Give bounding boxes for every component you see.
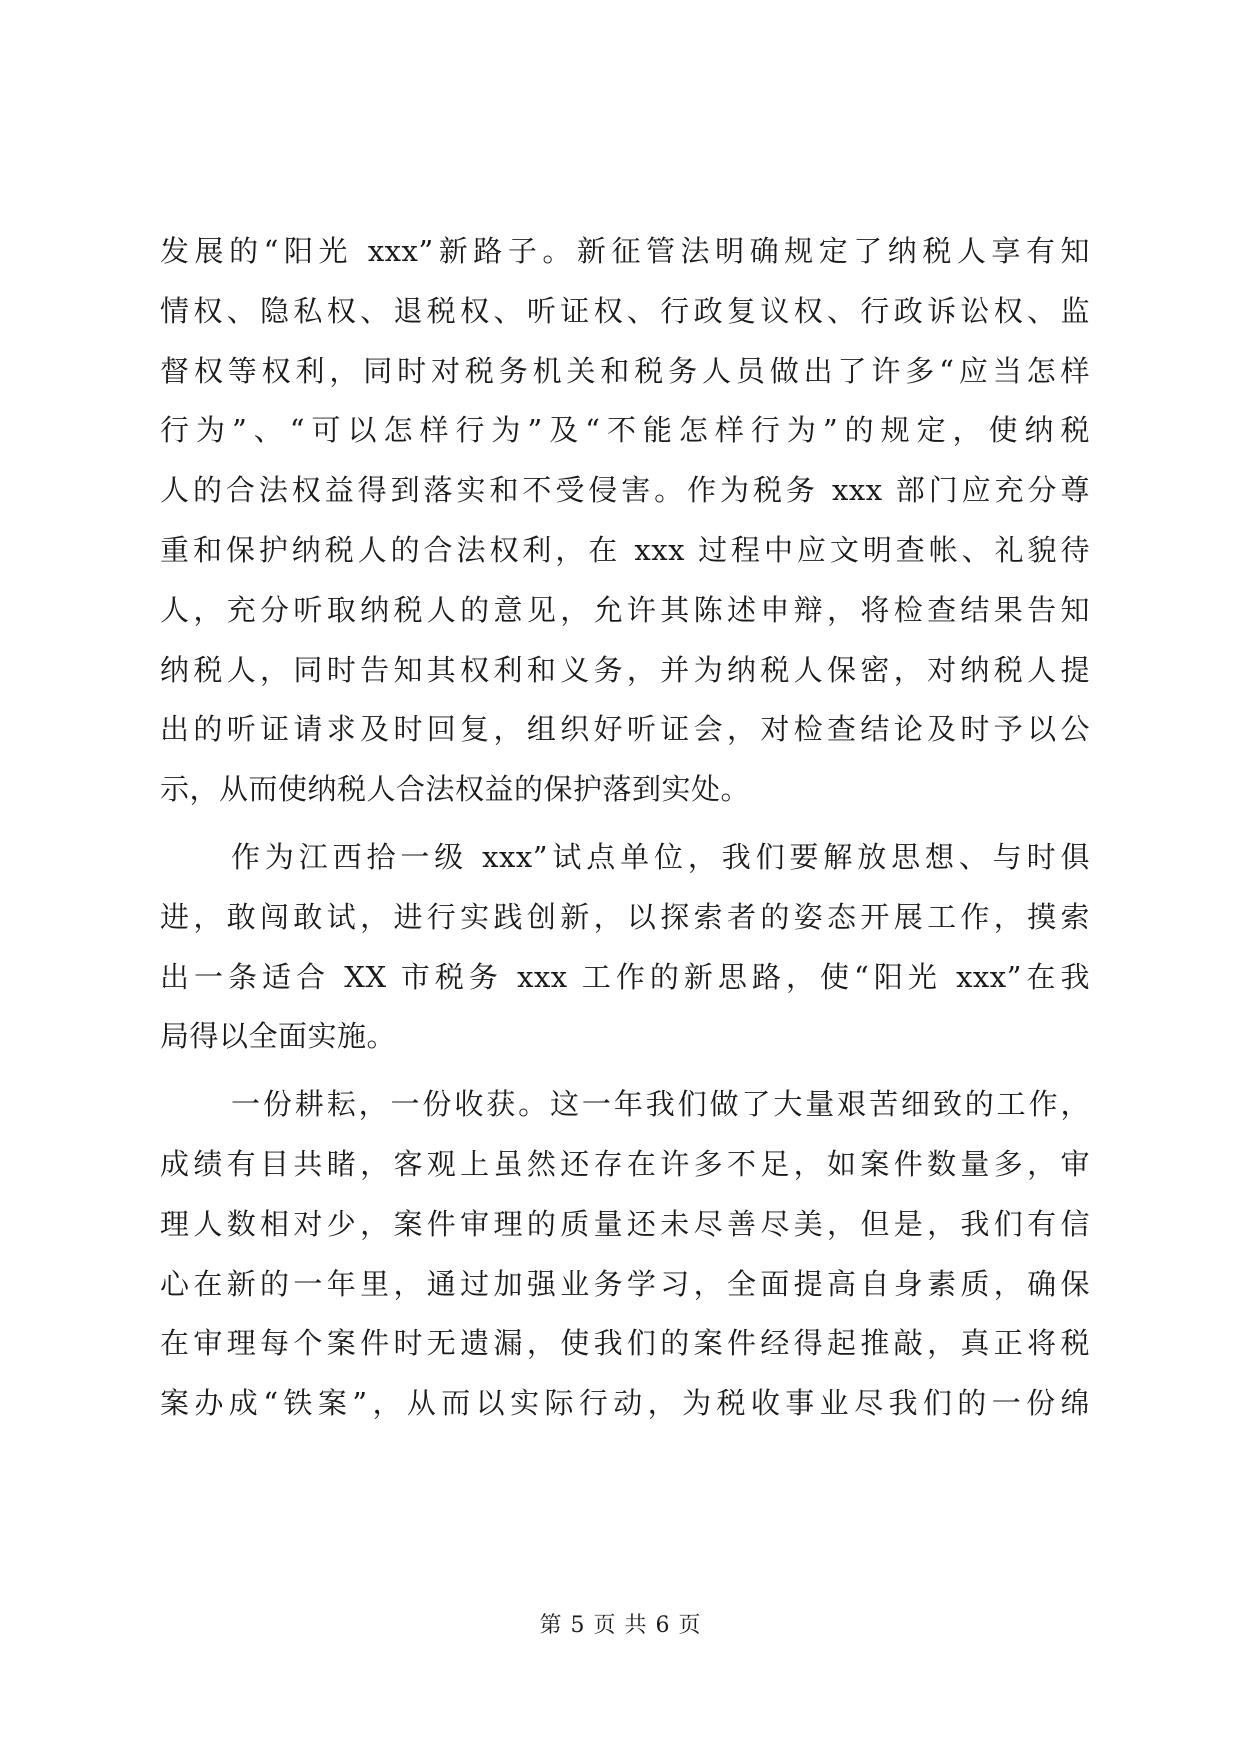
text-line: 重和保护纳税人的合法权利，在 xxx 过程中应文明查帐、礼貌待 <box>160 532 1090 567</box>
text-line: 成绩有目共睹，客观上虽然还存在许多不足，如案件数量多，审 <box>160 1146 1090 1181</box>
paragraph <box>160 1075 1090 1434</box>
text-line: 行为”、“可以怎样行为”及“不能怎样行为”的规定，使纳税 <box>160 413 1090 448</box>
text-line: 心在新的一年里，通过加强业务学习，全面提高自身素质，确保 <box>160 1266 1090 1301</box>
text-line: 纳税人，同时告知其权利和义务，并为纳税人保密，对纳税人提 <box>160 652 1090 687</box>
text-line: 在审理每个案件时无遗漏，使我们的案件经得起推敲，真正将税 <box>160 1326 1090 1361</box>
text-line: 作为江西拾一级 xxx”试点单位，我们要解放思想、与时俱 <box>231 839 1090 874</box>
paragraph <box>160 222 1090 820</box>
text-line: 示，从而使纳税人合法权益的保护落到实处。 <box>160 772 751 807</box>
page-footer: 第 5 页 共 6 页 <box>539 1613 702 1638</box>
text-line: 发展的“阳光 xxx”新路子。新征管法明确规定了纳税人享有知 <box>160 234 1090 268</box>
text-line: 督权等权利，同时对税务机关和税务人员做出了许多“应当怎样 <box>160 353 1090 388</box>
text-line: 一份耕耘，一份收获。这一年我们做了大量艰苦细致的工作， <box>231 1087 1090 1122</box>
text-line: 人的合法权益得到落实和不受侵害。作为税务 xxx 部门应充分尊 <box>160 473 1090 508</box>
text-line: 出一条适合 XX 市税务 xxx 工作的新思路，使“阳光 xxx”在我 <box>160 959 1090 994</box>
paragraph <box>160 828 1090 1067</box>
text-line: 理人数相对少，案件审理的质量还未尽善尽美，但是，我们有信 <box>160 1206 1090 1241</box>
text-line: 进，敢闯敢试，进行实践创新，以探索者的姿态开展工作，摸索 <box>160 899 1090 934</box>
body-text <box>160 222 1090 1434</box>
text-line: 局得以全面实施。 <box>160 1019 397 1054</box>
text-line: 案办成“铁案”，从而以实际行动，为税收事业尽我们的一份绵 <box>160 1386 1090 1421</box>
text-line: 情权、隐私权、退税权、听证权、行政复议权、行政诉讼权、监 <box>160 293 1090 328</box>
text-line: 出的听证请求及时回复，组织好听证会，对检查结论及时予以公 <box>160 712 1090 747</box>
text-line: 人，充分听取纳税人的意见，允许其陈述申辩，将检查结果告知 <box>160 592 1090 627</box>
